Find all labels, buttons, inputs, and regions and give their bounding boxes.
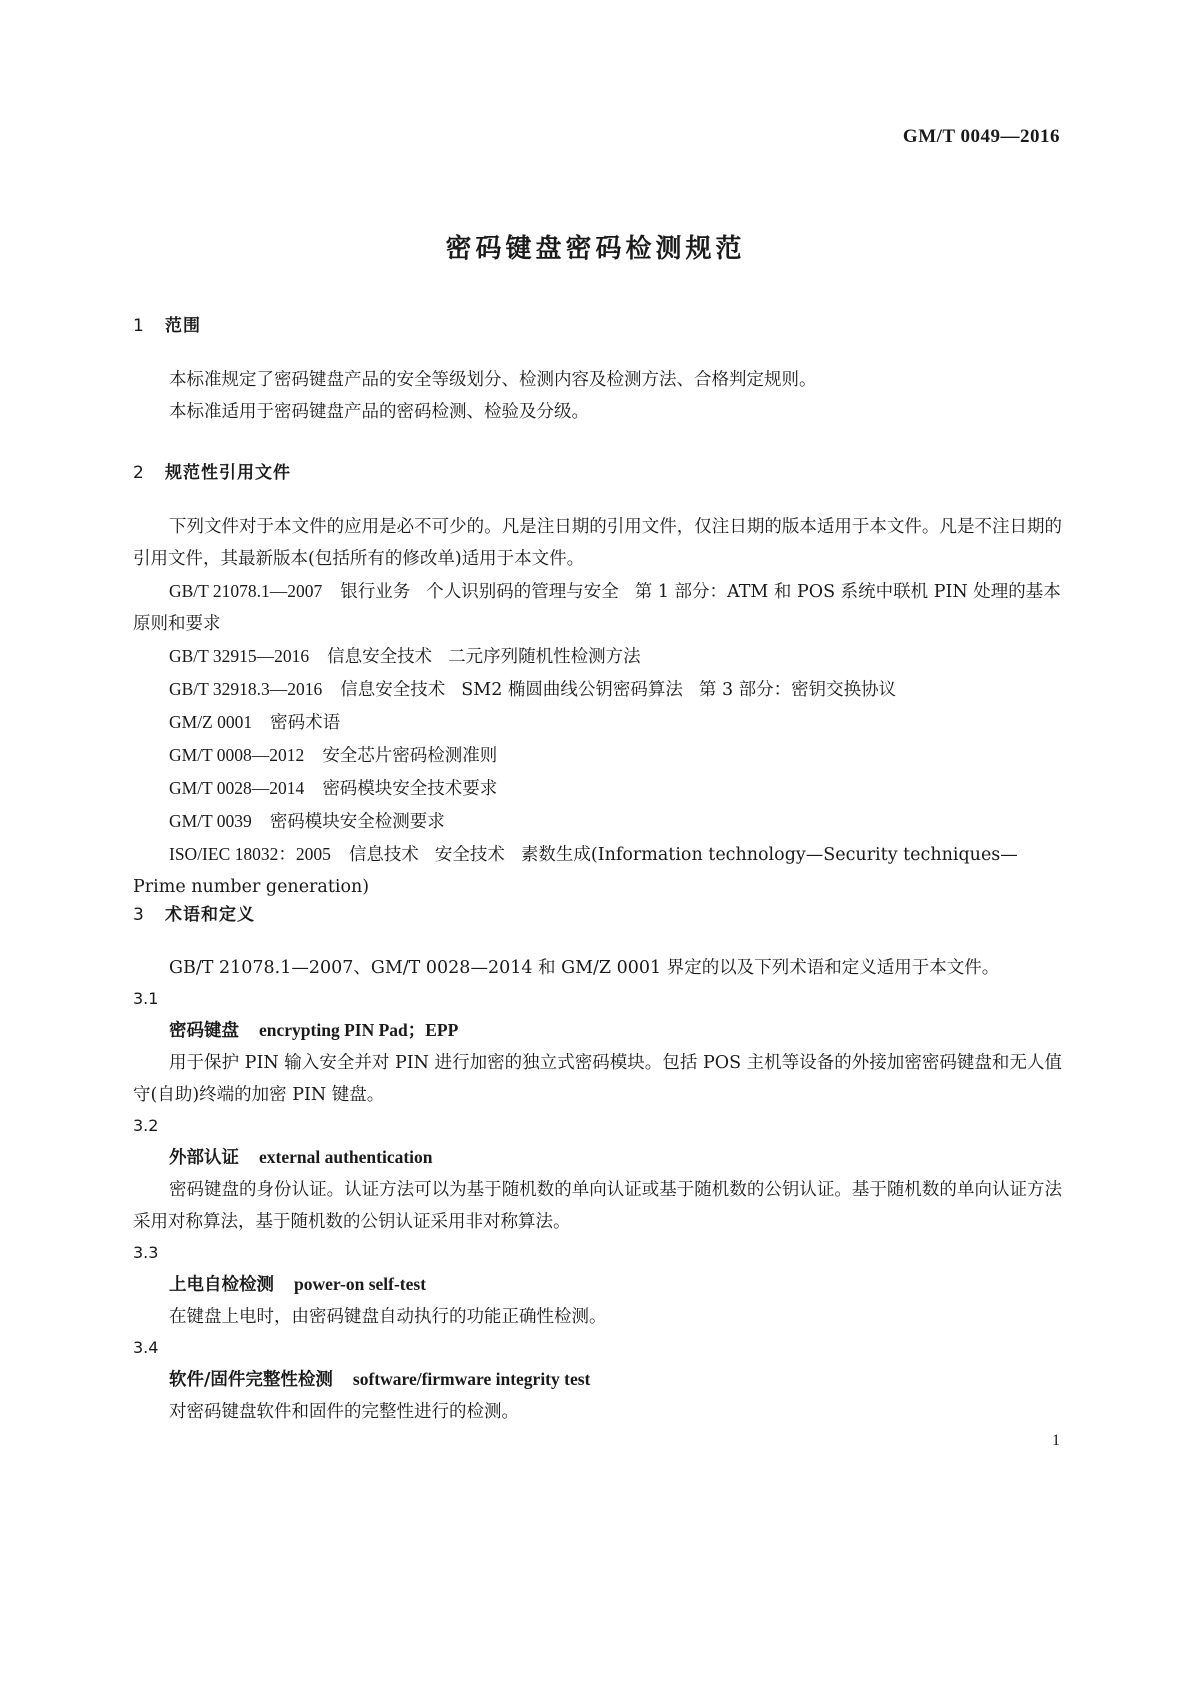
section-title: 术语和定义	[165, 905, 255, 925]
reference-title: 信息安全技术 二元序列随机性检测方法	[327, 647, 641, 667]
section-3-body	[133, 952, 1062, 1428]
term-title	[133, 1141, 1062, 1174]
normative-reference	[133, 739, 1062, 772]
section-number: 2	[133, 463, 145, 483]
term-en: external authentication	[259, 1147, 433, 1167]
page-number: 1	[1052, 1432, 1060, 1449]
term-zh: 外部认证	[169, 1148, 239, 1168]
section-number: 1	[133, 316, 145, 336]
term-definition: 对密码键盘软件和固件的完整性进行的检测。	[169, 1402, 519, 1422]
normative-reference	[133, 838, 1062, 903]
section-number: 3	[133, 905, 145, 925]
paragraph: GB/T 21078.1—2007、GM/T 0028—2014 和 GM/Z 0001 界定的以及下列术语和定义适用于本文件。	[169, 958, 1000, 978]
normative-reference	[133, 673, 1062, 706]
term-number: 3.2	[133, 1116, 159, 1135]
term-title	[133, 1363, 1062, 1396]
reference-title: 安全芯片密码检测准则	[322, 746, 498, 766]
normative-reference	[133, 575, 1062, 640]
document-title: 密码键盘密码检测规范	[445, 234, 746, 264]
term-number: 3.4	[133, 1338, 159, 1357]
standard-code: GM/T 0049—2016	[902, 126, 1060, 147]
term-number: 3.1	[133, 989, 159, 1008]
term-zh: 密码键盘	[169, 1021, 239, 1041]
reference-code: ISO/IEC 18032：2005	[169, 844, 331, 864]
term-en: encrypting PIN Pad；EPP	[259, 1020, 459, 1040]
paragraph: 下列文件对于本文件的应用是必不可少的。凡是注日期的引用文件，仅注日期的版本适用于本文件。凡是不注日期的引用文件，其最新版本(包括所有的修改单)适用于本文件。	[133, 517, 1062, 569]
normative-reference	[133, 805, 1062, 838]
term-definition: 用于保护 PIN 输入安全并对 PIN 进行加密的独立式密码模块。包括 POS 主机等设备的外接加密密码键盘和无人值守(自助)终端的加密 PIN 键盘。	[133, 1053, 1062, 1105]
term-en: power-on self-test	[294, 1274, 427, 1294]
term-definition: 密码键盘的身份认证。认证方法可以为基于随机数的单向认证或基于随机数的公钥认证。基于随机数的单向认证方法采用对称算法，基于随机数的公钥认证采用非对称算法。	[133, 1180, 1062, 1232]
reference-code: GB/T 32918.3—2016	[169, 679, 323, 699]
paragraph: 本标准适用于密码键盘产品的密码检测、检验及分级。	[169, 402, 589, 422]
section-title: 规范性引用文件	[165, 463, 291, 483]
reference-title: 密码模块安全技术要求	[322, 779, 498, 799]
term-zh: 软件/固件完整性检测	[169, 1370, 333, 1390]
section-3-heading	[133, 900, 255, 925]
term-number: 3.3	[133, 1243, 159, 1262]
reference-code: GB/T 21078.1—2007	[169, 581, 323, 601]
section-1-body	[133, 364, 1062, 428]
normative-reference	[133, 706, 1062, 739]
reference-code: GM/Z 0001	[169, 712, 253, 732]
term-en: software/firmware integrity test	[352, 1369, 591, 1389]
reference-title: 银行业务 个人识别码的管理与安全 第 1 部分：ATM 和 POS 系统中联机 PIN 处理的基本原则和要求	[133, 582, 1061, 634]
reference-title: 信息技术 安全技术 素数生成(Information technology—Security techniques—Prime number generation)	[133, 845, 1018, 897]
section-2-heading	[133, 458, 291, 483]
section-1-heading	[133, 311, 201, 336]
term-zh: 上电自检检测	[169, 1275, 274, 1295]
reference-code: GB/T 32915—2016	[169, 646, 310, 666]
section-2-body	[133, 511, 1062, 903]
section-title: 范围	[165, 316, 201, 336]
reference-title: 信息安全技术 SM2 椭圆曲线公钥密码算法 第 3 部分：密钥交换协议	[340, 680, 897, 700]
normative-reference	[133, 772, 1062, 805]
paragraph: 本标准规定了密码键盘产品的安全等级划分、检测内容及检测方法、合格判定规则。	[169, 370, 817, 390]
reference-code: GM/T 0008—2012	[169, 745, 305, 765]
reference-title: 密码模块安全检测要求	[269, 812, 445, 832]
reference-title: 密码术语	[270, 713, 341, 733]
term-title	[133, 1014, 1062, 1047]
reference-code: GM/T 0039	[169, 811, 252, 831]
normative-reference	[133, 640, 1062, 673]
reference-code: GM/T 0028—2014	[169, 778, 305, 798]
term-title	[133, 1268, 1062, 1301]
term-definition: 在键盘上电时，由密码键盘自动执行的功能正确性检测。	[169, 1307, 607, 1327]
